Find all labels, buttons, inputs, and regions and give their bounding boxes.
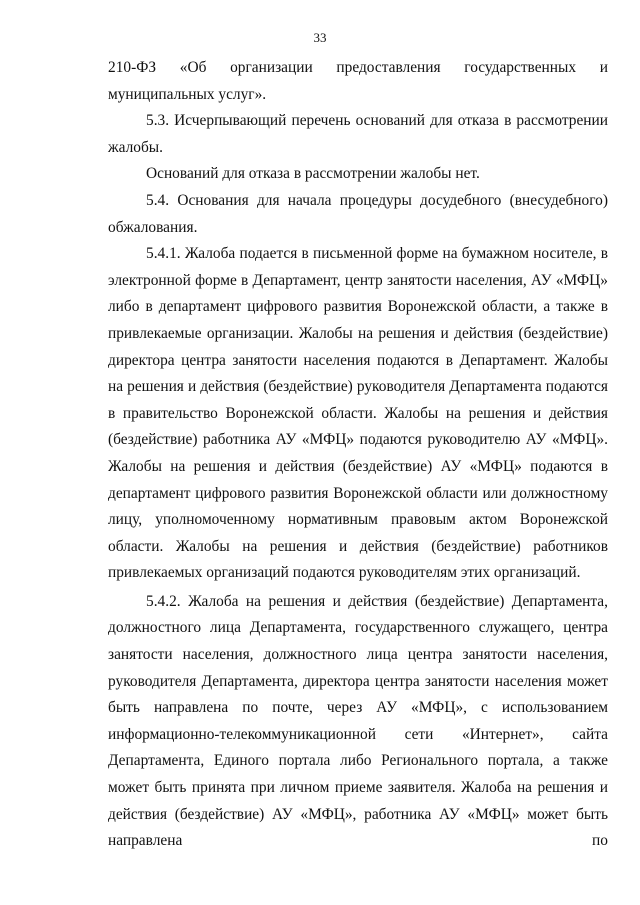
paragraph-section-5-4: 5.4. Основания для начала процедуры досудебного (внесудебного) обжалования.	[108, 191, 608, 236]
paragraph-no-grounds: Оснований для отказа в рассмотрении жалобы нет.	[146, 165, 480, 183]
paragraph-section-5-3: 5.3. Исчерпывающий перечень оснований для отказа в рассмотрении жалобы.	[108, 112, 608, 156]
page-number: 33	[313, 30, 327, 45]
document-body	[108, 55, 608, 855]
paragraph-continuation: 210-ФЗ «Об организации предоставления государственных и муниципальных услуг».	[108, 59, 608, 103]
paragraph-section-5-4-2: 5.4.2. Жалоба на решения и действия (бездействие) Департамента, должностного лица Департамента, государственного служащего, центра занятости населения, должностного лица центра занятости населения, руководителя Департамента, директора центра занятости населения может быть направлена по почте, через АУ «МФЦ», с использованием информационно-телекоммуникационной сети «Интернет», сайта Департамента, Единого портала либо Регионального портала, а также может быть принята при личном приеме заявителя. Жалоба на решения и действия (бездействие) АУ «МФЦ», работника АУ «МФЦ» может быть направлена по	[108, 592, 608, 850]
paragraph-section-5-4-1: 5.4.1. Жалоба подается в письменной форме на бумажном носителе, в электронной форме в Департамент, центр занятости населения, АУ «МФЦ» либо в департамент цифрового развития Воронежской области, а также в привлекаемые организации. Жалобы на решения и действия (бездействие) директора центра занятости населения подаются в Департамент. Жалобы на решения и действия (бездействие) руководителя Департамента подаются в правительство Воронежской области. Жалобы на решения и действия (бездействие) работника АУ «МФЦ» подаются руководителю АУ «МФЦ». Жалобы на решения и действия (бездействие) АУ «МФЦ» подаются в департамент цифрового развития Воронежской области или должностному лицу, уполномоченному нормативным правовым актом Воронежской области. Жалобы на решения и действия (бездействие) работников привлекаемых организаций подаются руководителям этих организаций.	[108, 245, 608, 582]
